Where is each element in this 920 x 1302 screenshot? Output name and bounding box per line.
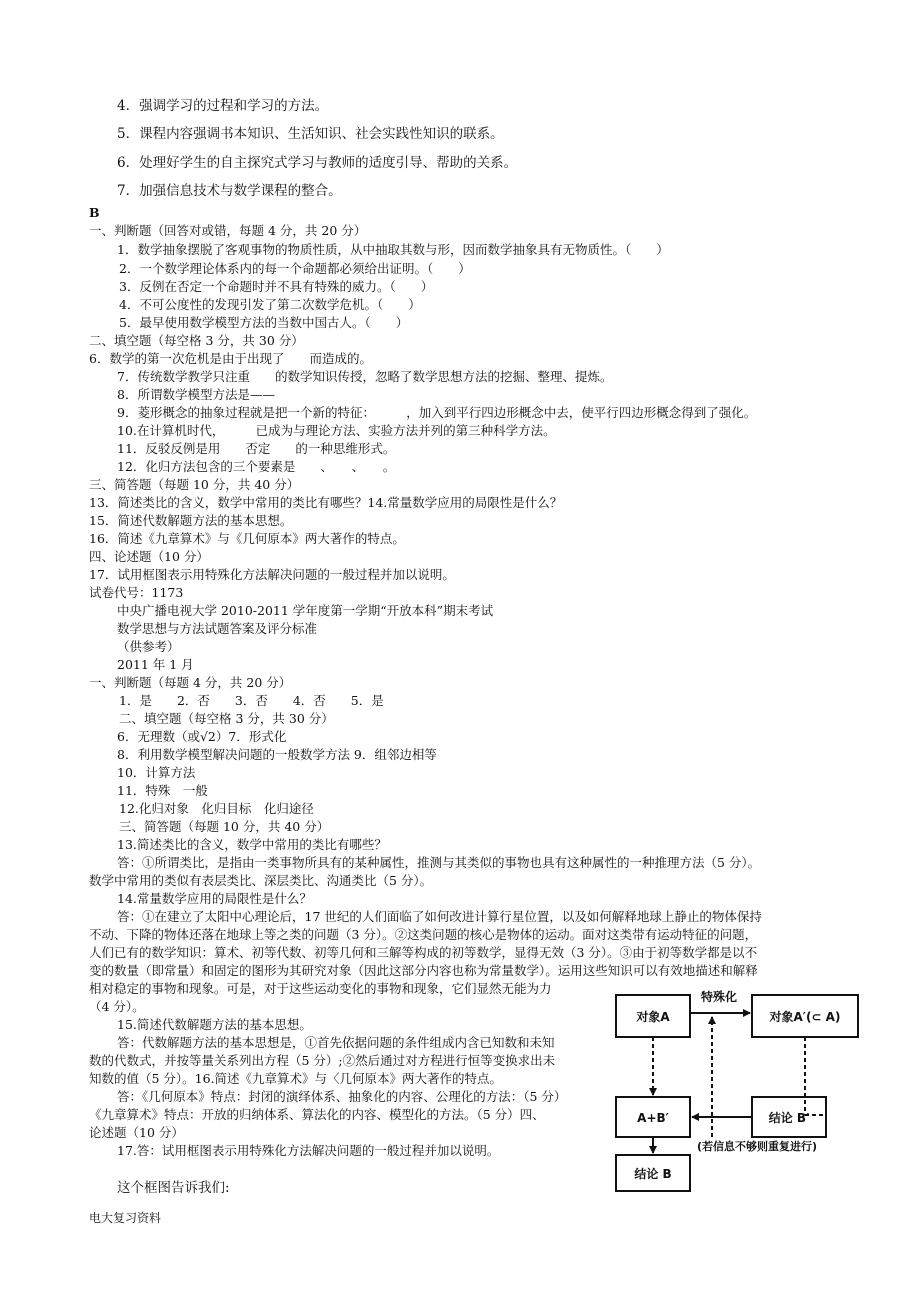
q1-item-4: 4．不可公度性的发现引发了第二次数学危机。（ ） (119, 297, 421, 312)
q2-item-8: 8．所谓数学模型方法是—— (117, 387, 275, 402)
footer-text: 电大复习资料 (89, 1211, 162, 1225)
a15-answer-1: 答：代数解题方法的基本思想是，①首先依据问题的条件组成内含已知数和未知 (117, 1035, 555, 1050)
a2-line-3: 10．计算方法 (117, 765, 196, 780)
closing-line: 这个框图告诉我们: (117, 1180, 230, 1196)
a1-answers: 1．是 2．否 3．否 4．否 5．是 (119, 693, 384, 708)
a14-answer-5: 相对稳定的事物和现象。可是，对于这些运动变化的事物和现象，它们显然无能为力 (89, 981, 552, 996)
a2-line-1: 6．无理数（或√2）7．形式化 (117, 729, 287, 744)
q2-item-6: 6．数学的第一次危机是由于出现了 而造成的。 (89, 351, 372, 366)
q2-item-10: 10.在计算机时代， 已成为与理论方法、实验方法并列的第三种科学方法。 (117, 423, 556, 438)
label-repeat-note: (若信息不够则重复进行) (696, 1140, 818, 1153)
a3-header: 三、简答题（每题 10 分，共 40 分） (119, 819, 330, 834)
intro-item-5: 5．课程内容强调书本知识、生活知识、社会实践性知识的联系。 (117, 126, 504, 142)
a14-answer-4: 变的数量（即常量）和固定的图形为其研究对象（因此这部分内容也称为常量数学）。运用这些知识可以有效地描述和解释 (89, 963, 758, 978)
section-b-label: B (89, 205, 100, 220)
label-specialize: 特殊化 (700, 990, 738, 1004)
a17-answer: 17.答：试用框图表示用特殊化方法解决问题的一般过程并加以说明。 (117, 1143, 500, 1158)
q4-header: 四、论述题（10 分） (89, 549, 209, 564)
a15-answer-3: 知数的值（5 分）。16.简述《九章算术》与〈几何原本》两大著作的特点。 (89, 1071, 503, 1086)
q2-item-12: 12．化归方法包含的三个要素是 、 、 。 (117, 459, 396, 474)
label-object-a: 对象A (636, 1010, 670, 1024)
a13-answer-2: 数学中常用的类似有表层类比、深层类比、沟通类比（5 分）。 (89, 873, 433, 888)
q3-item-13: 13．简述类比的含义，数学中常用的类比有哪些？14.常量数学应用的局限性是什么？ (89, 495, 563, 510)
a1-header: 一、判断题（每题 4 分，共 20 分） (89, 675, 292, 690)
a14-question: 14.常量数学应用的局限性是什么？ (117, 891, 312, 906)
a2-header: 二、填空题（每空格 3 分，共 30 分） (119, 711, 334, 726)
q3-header: 三、简答题（每题 10 分，共 40 分） (89, 477, 300, 492)
q3-item-15: 15．简述代数解题方法的基本思想。 (89, 513, 293, 528)
q2-item-7: 7．传统数学教学只注重 的数学知识传授，忽略了数学思想方法的挖掘、整理、提炼。 (117, 369, 613, 384)
a16-answer-1: 答：《几何原本》特点：封闭的演绎体系、抽象化的内容、公理化的方法：（5 分） (117, 1089, 567, 1104)
exam-date: 2011 年 1 月 (117, 657, 194, 672)
a2-line-5: 12.化归对象 化归目标 化归途径 (119, 801, 314, 816)
q2-header: 二、填空题（每空格 3 分，共 30 分） (89, 333, 304, 348)
a15-question: 15.简述代数解题方法的基本思想。 (117, 1017, 312, 1032)
q2-item-11: 11．反驳反例是用 否定 的一种思维形式。 (117, 441, 396, 456)
label-a-plus-b-prime: A+B′ (637, 1111, 669, 1125)
a2-line-2: 8．利用数学模型解决问题的一般数学方法 9．组邻边相等 (117, 747, 437, 762)
intro-item-6: 6．处理好学生的自主探究式学习与教师的适度引导、帮助的关系。 (117, 155, 518, 171)
a13-answer-1: 答：①所谓类比，是指由一类事物所具有的某种属性，推测与其类似的事物也具有这种属性的一种推理方法（5 分）。 (117, 855, 761, 870)
q4-item-17: 17．试用框图表示用特殊化方法解决问题的一般过程并加以说明。 (89, 567, 455, 582)
a14-answer-1: 答：①在建立了太阳中心理论后，17 世纪的人们面临了如何改进计算行星位置，以及如何解释地球上静止的物体保持 (117, 909, 762, 924)
for-reference: （供参考） (117, 639, 180, 654)
label-conclusion-b: 结论 B (634, 1167, 672, 1181)
a14-answer-3: 人们已有的数学知识：算术、初等代数、初等几何和三解等构成的初等数学，显得无效（3 分）。③由于初等数学都是以不 (89, 945, 758, 960)
label-object-a-prime: 对象A′(⊂ A) (769, 1010, 841, 1024)
intro-item-7: 7．加强信息技术与数学课程的整合。 (117, 183, 342, 199)
intro-item-4: 4．强调学习的过程和学习的方法。 (117, 98, 329, 114)
a13-question: 13.简述类比的含义，数学中常用的类比有哪些？ (117, 837, 387, 852)
exam-title: 中央广播电视大学 2010-2011 学年度第一学期“开放本科”期末考试 (117, 603, 494, 618)
label-conclusion-b-prime: 结论 B′ (768, 1111, 810, 1125)
q1-header: 一、判断题（回答对或错，每题 4 分，共 20 分） (89, 223, 367, 238)
specialization-flow-diagram (612, 987, 862, 1197)
q3-item-16: 16．简述《九章算术》与《几何原本》两大著作的特点。 (89, 531, 405, 546)
q1-item-1: 1．数学抽象摆脱了客观事物的物质性质，从中抽取其数与形，因而数学抽象具有无物质性。（ ） (117, 242, 669, 257)
q1-item-5: 5．最早使用数学模型方法的当数中国古人。（ ） (119, 315, 409, 330)
q2-item-9: 9．菱形概念的抽象过程就是把一个新的特征： ，加入到平行四边形概念中去，使平行四边形概念得到了强化。 (117, 405, 757, 420)
a16-answer-3: 论述题（10 分） (89, 1125, 184, 1140)
q1-item-3: 3．反例在否定一个命题时并不具有特殊的威力。（ ） (119, 279, 434, 294)
a2-line-4: 11．特殊 一般 (117, 783, 208, 798)
a14-answer-2: 不动、下降的物体还落在地球上等之类的问题（3 分）。②这类问题的核心是物体的运动。面对这类带有运动特征的问题， (89, 927, 758, 942)
q1-item-2: 2．一个数学理论体系内的每一个命题都必须给出证明。（ ） (119, 261, 471, 276)
paper-code: 试卷代号：1173 (89, 585, 184, 600)
a16-answer-2: 《九章算术》特点：开放的归纳体系、算法化的内容、模型化的方法。（5 分）四、 (89, 1107, 545, 1122)
a14-answer-6: （4 分）。 (89, 999, 145, 1014)
a15-answer-2: 数的代数式，并按等量关系列出方程（5 分）;②然后通过对方程进行恒等变换求出未 (89, 1053, 556, 1068)
answer-title: 数学思想与方法试题答案及评分标准 (117, 621, 318, 636)
